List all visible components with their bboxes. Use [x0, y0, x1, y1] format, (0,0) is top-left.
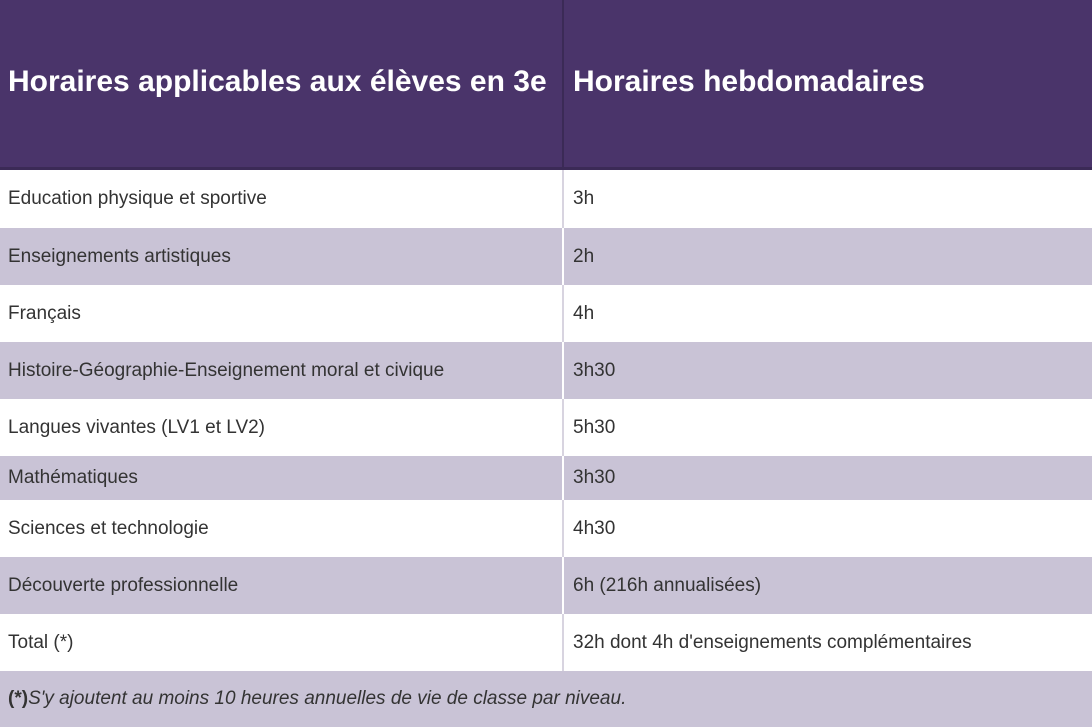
- header-hours: Horaires hebdomadaires: [573, 64, 925, 98]
- footnote-mark: (*): [8, 688, 29, 709]
- hours-cell: 32h dont 4h d'enseignements complémentaires: [573, 631, 972, 653]
- subject-cell: Mathématiques: [0, 456, 564, 500]
- header-subject: Horaires applicables aux élèves en 3e: [0, 0, 564, 167]
- subject-cell: Histoire-Géographie-Enseignement moral et civique: [0, 342, 564, 399]
- hours-cell: 3h: [573, 188, 595, 209]
- hours-cell: 2h: [573, 245, 595, 267]
- table-row: [0, 500, 1092, 557]
- table-row-total: [0, 614, 1092, 671]
- subject-cell: Découverte professionnelle: [0, 557, 564, 614]
- hours-cell: 4h30: [573, 517, 616, 539]
- subject-cell: Enseignements artistiques: [0, 228, 564, 285]
- footnote-text: S'y ajoutent au moins 10 heures annuelles de vie de classe par niveau.: [28, 688, 627, 709]
- table-row: [0, 557, 1092, 614]
- table-row: [0, 399, 1092, 456]
- subject-cell: Français: [0, 285, 564, 342]
- subject-cell: Total (*): [0, 614, 564, 671]
- footnote: [0, 671, 1092, 727]
- table-header: [0, 0, 1092, 170]
- table-row: [0, 342, 1092, 399]
- table-row: [0, 170, 1092, 228]
- hours-cell: 5h30: [573, 416, 616, 438]
- table-row: [0, 228, 1092, 285]
- table-row: [0, 285, 1092, 342]
- hours-cell: 3h30: [573, 467, 616, 488]
- table-row: [0, 456, 1092, 500]
- subject-cell: Langues vivantes (LV1 et LV2): [0, 399, 564, 456]
- hours-cell: 4h: [573, 302, 595, 324]
- subject-cell: Education physique et sportive: [0, 170, 564, 228]
- hours-cell: 3h30: [573, 359, 616, 381]
- hours-cell: 6h (216h annualisées): [573, 574, 762, 596]
- subject-cell: Sciences et technologie: [0, 500, 564, 557]
